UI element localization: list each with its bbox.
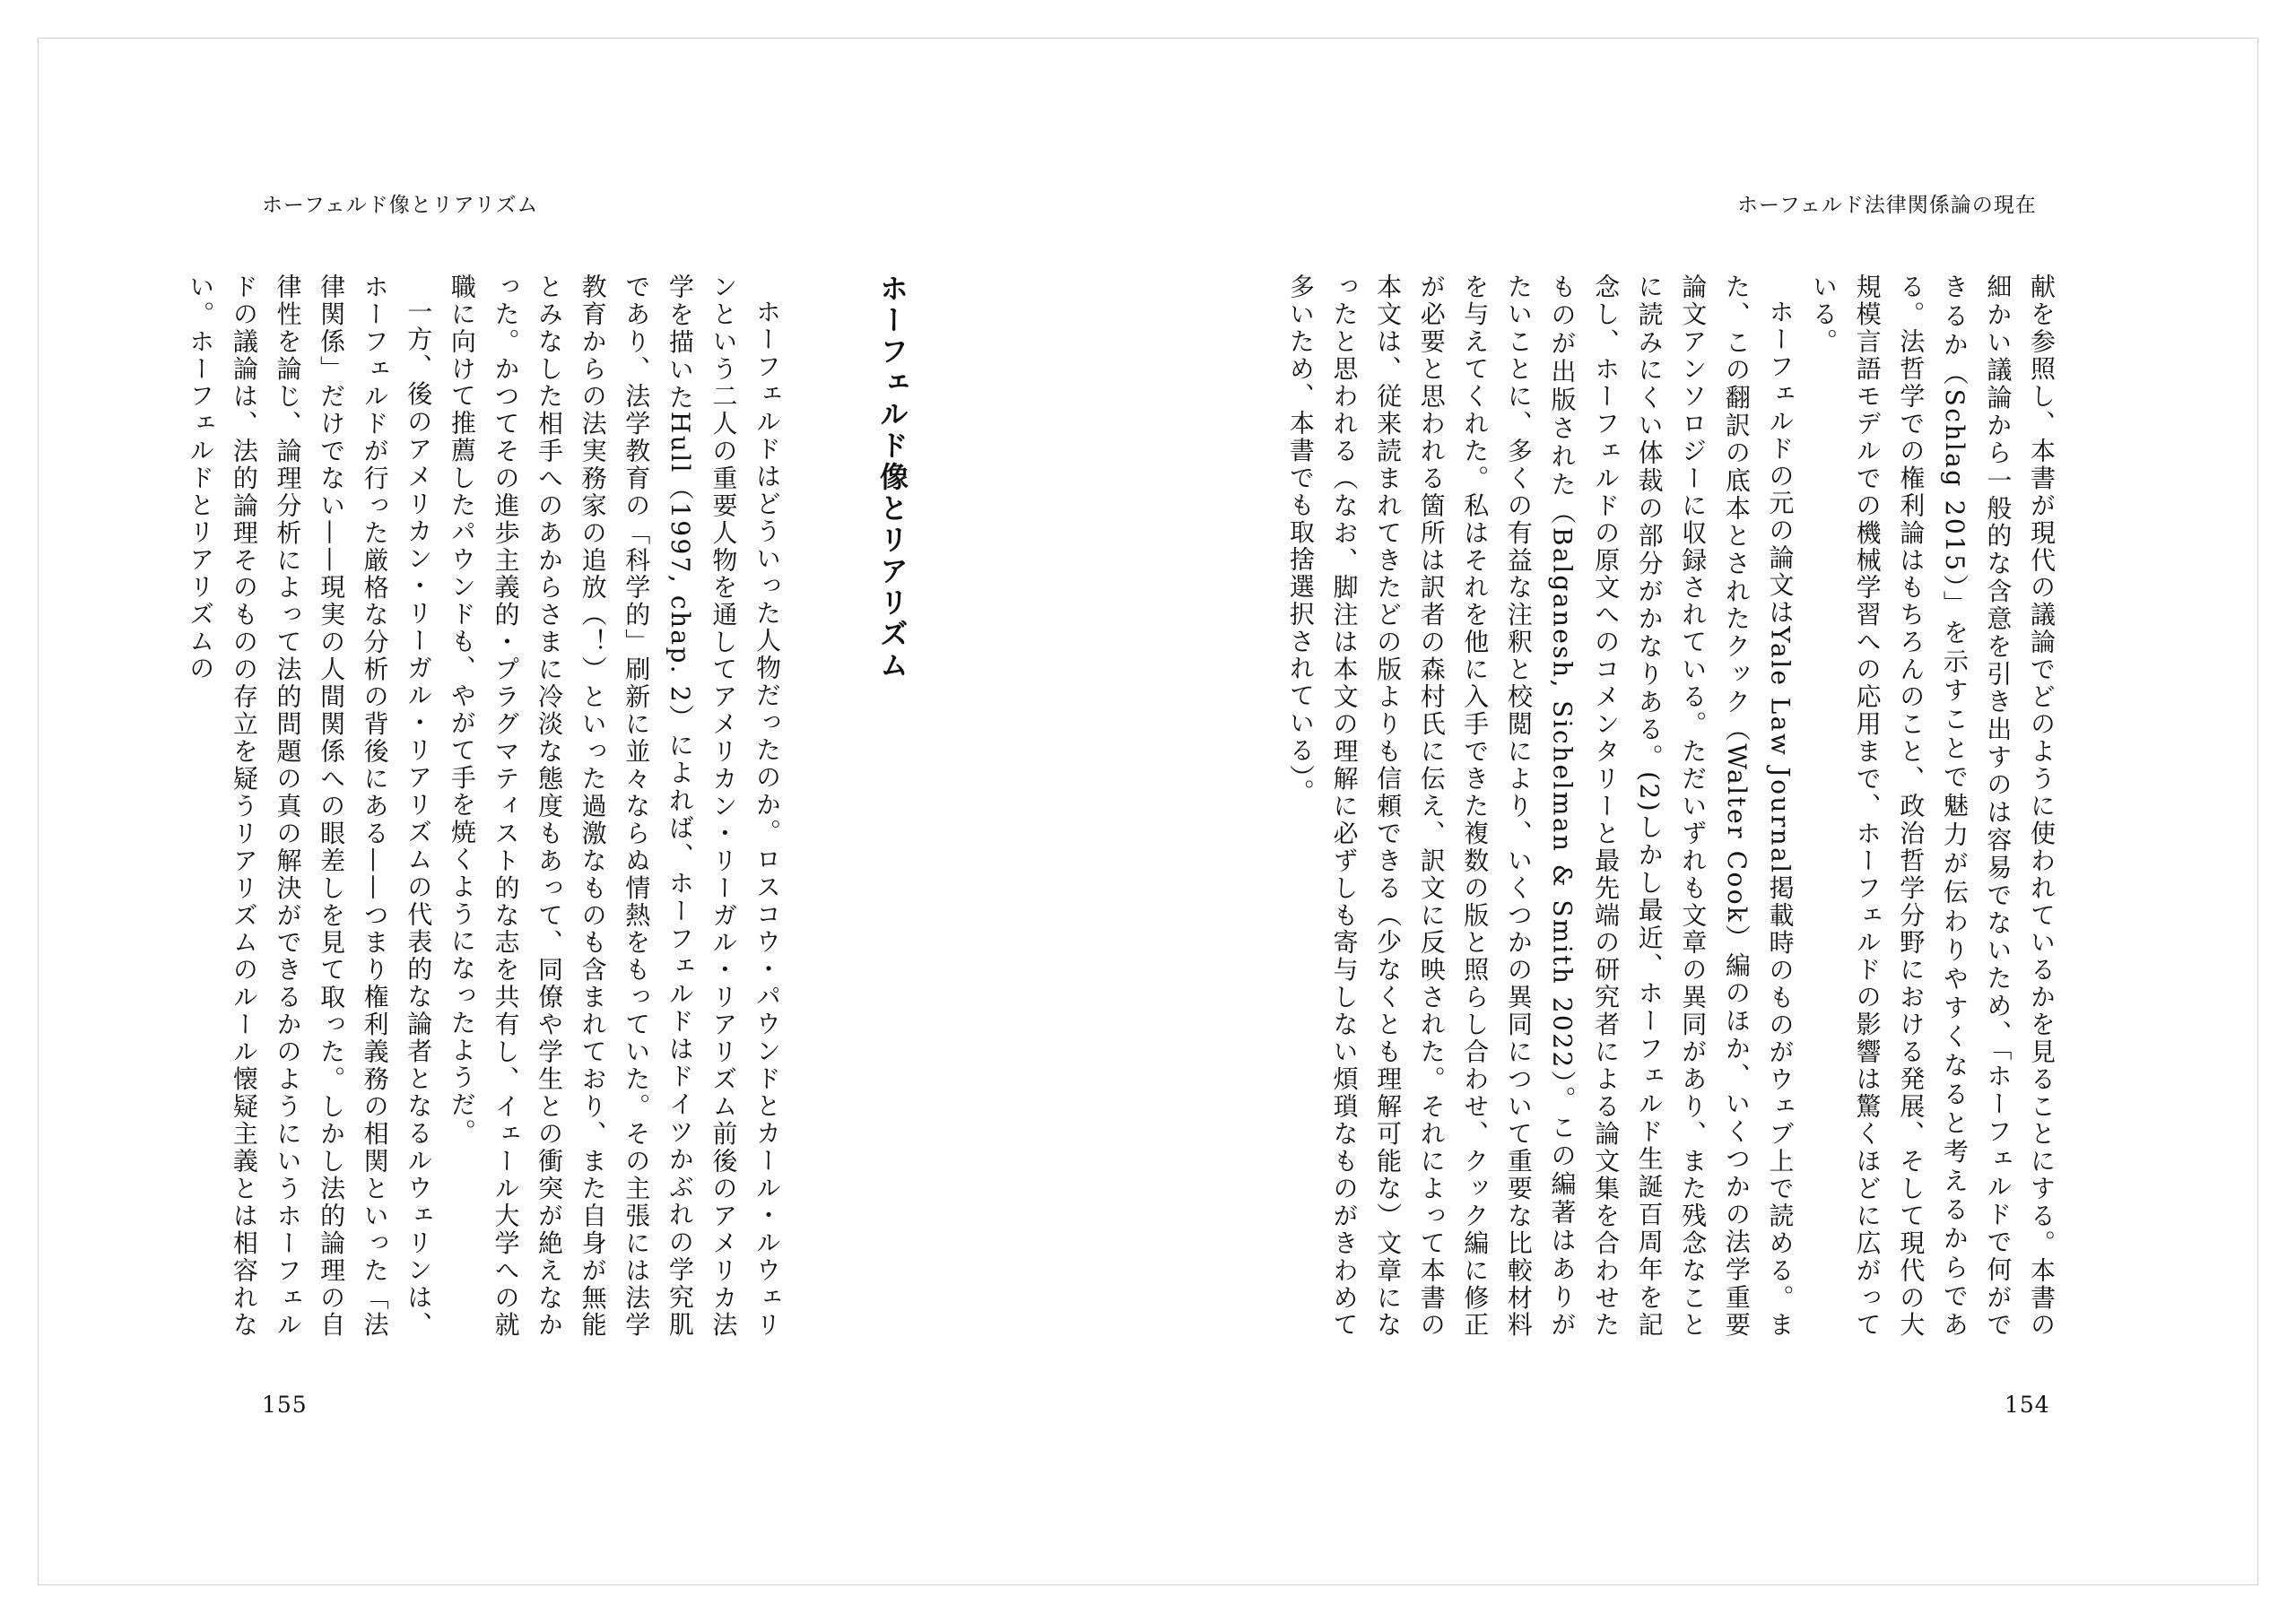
body-paragraph: ホーフェルドの元の論文はYale Law Journal掲載時のものがウェブ上で読める。また、この翻訳の底本とされたクック（Walter Cook）編のほか、いくつかの法学重要論文アンソロジーに収録されている。ただいずれも文章の異同があり、また残念なことに読みにくい体裁の部分がかなりある。(2)しかし最近、ホーフェルド生誕百周年を記念し、ホーフェルドの原文へのコメンタリーと最先端の研究者による論文集を合わせたものが出版された（Balganesh, Sichelman & Smith 2022）。この編著はありがたいことに、多くの有益な注釈と校閲により、いくつかの異同について重要な比較材料を与えてくれた。私はそれを他に入手できた複数の版と照らし合わせ、クック編に修正が必要と思われる箇所は訳者の森村氏に伝え、訳文に反映された。それによって本書の本文は、従来読まれてきたどの版よりも信頼できる（少なくとも理解可能な）文章になったと思われる（なお、脚注は本文の理解に必ずしも寄与しない煩瑣なものがきわめて多いため、本書でも取捨選択されている）。 bbox=[1285, 273, 1796, 1339]
left-page-body bbox=[186, 273, 788, 1339]
running-head-left: ホーフェルド像とリアリズム bbox=[262, 194, 539, 217]
running-head-right: ホーフェルド法律関係論の現在 bbox=[1737, 194, 2037, 217]
body-paragraph: 献を参照し、本書が現代の議論でどのように使われているかを見ることにする。本書の細かい議論から一般的な含意を引き出すのは容易でないため、「ホーフェルドで何ができるか（Schlag 2015）」を示すことで魅力が伝わりやすくなると考えるからである。法哲学での権利論はもちろんのこと、政治哲学分野における発展、そして現代の大規模言語モデルでの機械学習への応用まで、ホーフェルドの影響は驚くほどに広がっている。 bbox=[1809, 273, 2057, 1339]
section-title: ホーフェルド像とリアリズム bbox=[875, 273, 909, 681]
body-paragraph: ホーフェルドはどういった人物だったのか。ロスコウ・パウンドとカール・ルウェリンという二人の重要人物を通してアメリカン・リーガル・リアリズム前後のアメリカ法学を描いたHull（1997, chap. 2）によれば、ホーフェルドはドイツかぶれの学究肌であり、法学教育の「科学的」刷新に並々ならぬ情熱をもっていた。その主張には法学教育からの法実務家の追放（！）といった過激なものも含まれており、また自身が無能とみなした相手へのあからさまに冷淡な態度もあって、同僚や学生との衝突が絶えなかった。かつてその進歩主義的・プラグマティスト的な志を共有し、イェール大学への就職に向けて推薦したパウンドも、やがて手を焼くようになったようだ。 bbox=[447, 273, 782, 1339]
page-number-right: 154 bbox=[2005, 1392, 2050, 1418]
right-page-body bbox=[1285, 273, 2063, 1339]
page-number-left: 155 bbox=[262, 1392, 308, 1418]
body-paragraph: 一方、後のアメリカン・リーガル・リアリズムの代表的な論者となるルウェリンは、ホーフェルドが行った厳格な分析の背後にある——つまり権利義務の相関といった「法律関係」だけでない——現実の人間関係への眼差しを見て取った。しかし法的論理の自律性を論じ、論理分析によって法的問題の真の解決ができるかのようにいうホーフェルドの議論は、法的論理そのものの存立を疑うリアリズムのルール懐疑主義とは相容れない。ホーフェルドとリアリズムの bbox=[186, 273, 434, 1339]
